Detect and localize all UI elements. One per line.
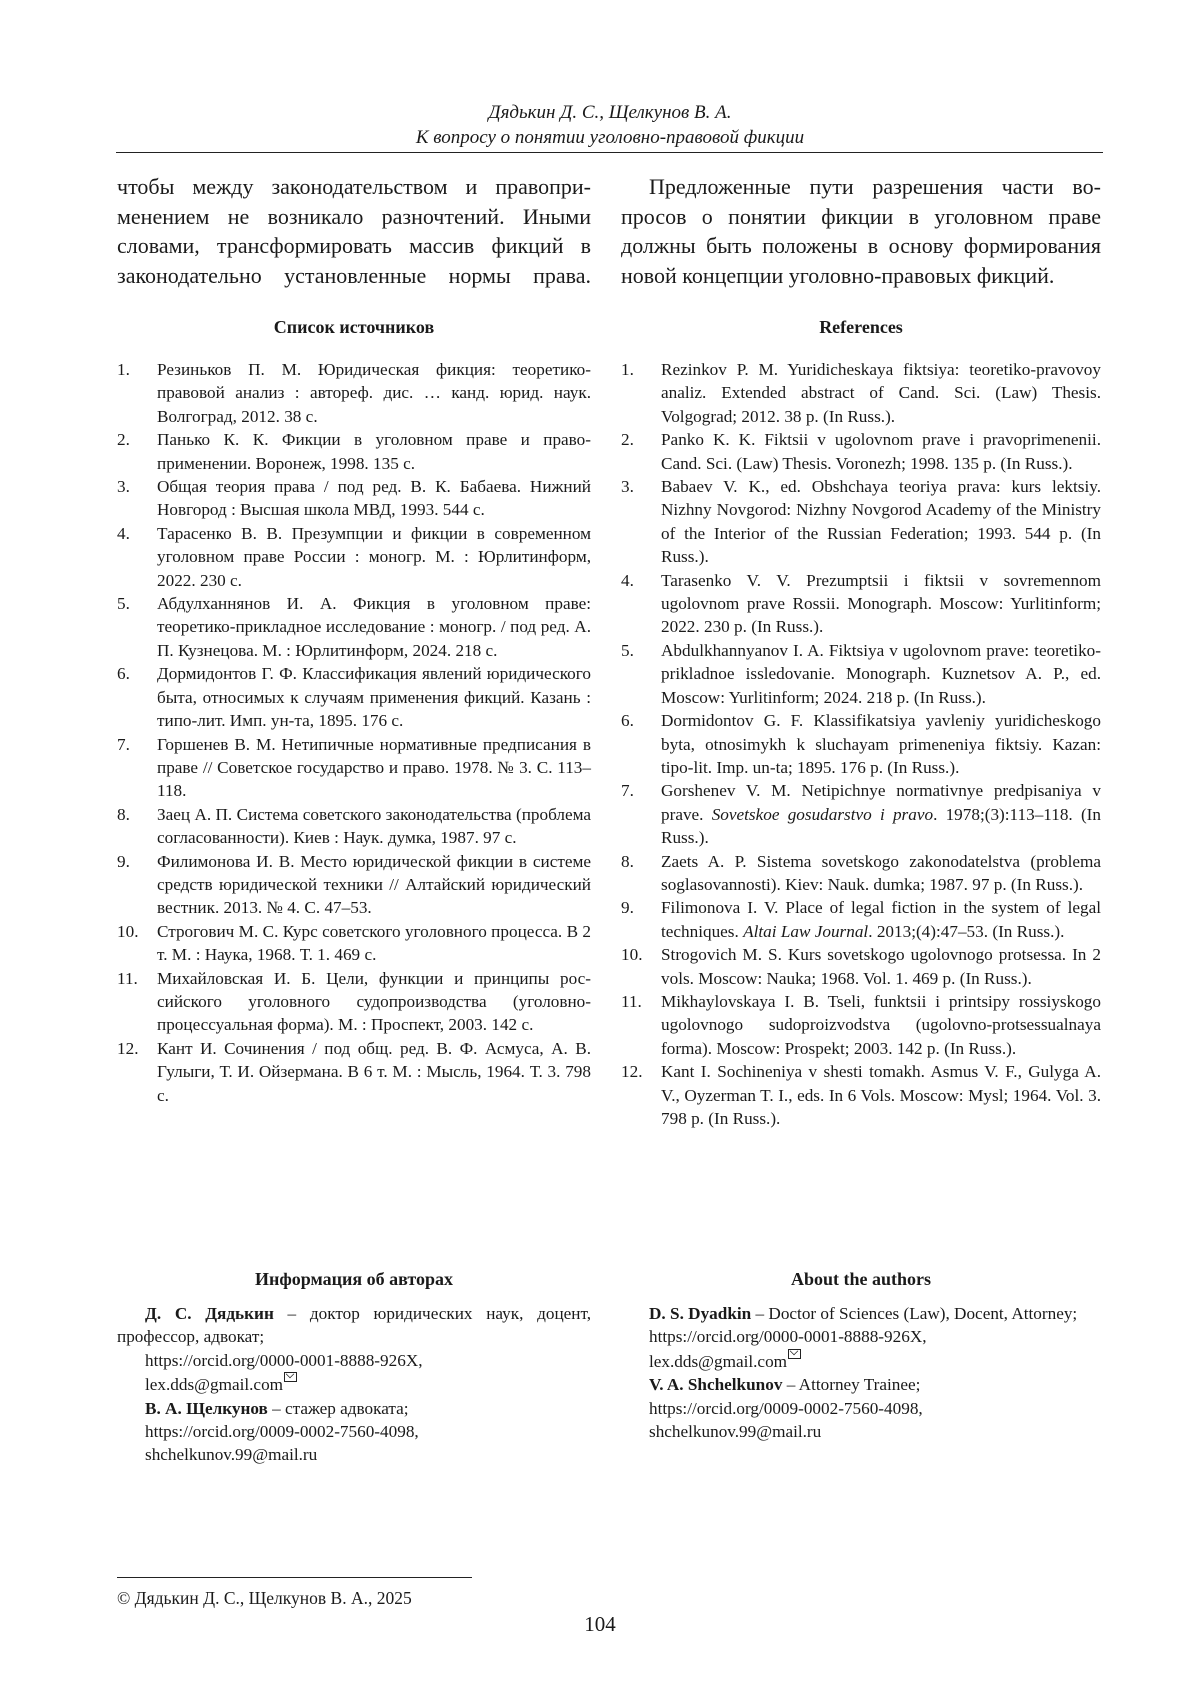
author-description: – доктор юридических наук, доцент, профессор, адвокат; <box>117 1304 591 1346</box>
references-heading: References <box>621 316 1101 338</box>
author-entry <box>117 1397 591 1420</box>
reference-text: Dormidontov G. F. Klassifikatsiya yavleniy yuridiches­kogo byta, otnosimykh k sluchayam primeneniya fiktsiy. Kazan: tipo-lit. Imp. un-ta; 1895. 176 p. (In Russ.). <box>661 711 1101 777</box>
copyright-notice: © Дядькин Д. С., Щелкунов В. А., 2025 <box>117 1587 412 1609</box>
authors-info-ru <box>117 1268 591 1467</box>
reference-text: Тарасенко В. В. Презумпции и фикции в совре­менном уголовном праве России : моногр. М. : Юрлитинформ, 2022. 230 с. <box>157 524 591 590</box>
reference-text: Abdulkhannyanov I. A. Fiktsiya v ugolovnom prave: teoretiko-prikladnoe issledovanie. Monograph. Kuz­netsov A. P., ed. Moscow: Yurlitinform; 2024. 218 p. (In Russ.). <box>661 641 1101 707</box>
reference-item <box>621 358 1101 428</box>
reference-text: Kant I. Sochineniya v shesti tomakh. Asmus V. F., Gulyga A. V., Oyzerman T. I., eds. In 6 Vols. Moscow: Mysl; 1964. Vol. 3. 798 p. (In Russ.). <box>661 1062 1101 1128</box>
reference-number: 8. <box>621 850 634 873</box>
reference-text: Tarasenko V. V. Prezumptsii i fiktsii v sovremen­nom ugolovnom prave Rossii. Monograph. Moscow: Yurlitinform; 2022. 230 p. (In Russ.). <box>661 571 1101 637</box>
reference-number: 9. <box>117 850 130 873</box>
reference-text: Михайловская И. Б. Цели, функции и принципы рос­сийского уголовного судопроизводства (уголовно-процессуальная форма). М. : Проспект, 2003. 142 с. <box>157 969 591 1035</box>
reference-number: 6. <box>621 709 634 732</box>
reference-text: Горшенев В. М. Нетипичные нормативные пред­писания в праве // Советское государство и право. 1978. № 3. С. 113–118. <box>157 735 591 801</box>
reference-item <box>117 428 591 475</box>
reference-text: Абдулханнянов И. А. Фикция в уголовном праве: теоретико-прикладное исследование : моногр. / под ред. А. П. Кузнецова. М. : Юрлитинформ, 2024. 218 с. <box>157 594 591 660</box>
reference-text: Zaets A. P. Sistema sovetskogo zakonodatelstva (problema soglasovannosti). Kiev: Nauk. dumka; 1987. 97 p. (In Russ.). <box>661 852 1101 894</box>
reference-text-tail: . 1978;(3):113–118. (In Russ.). <box>661 805 1101 847</box>
author-orcid[interactable]: https://orcid.org/0009-0002-7560-4098, <box>621 1397 1101 1420</box>
reference-item <box>621 569 1101 639</box>
reference-item <box>621 779 1101 849</box>
author-name: V. A. Shchelkunov <box>649 1375 782 1394</box>
reference-item <box>117 803 591 850</box>
reference-number: 9. <box>621 896 634 919</box>
reference-number: 4. <box>117 522 130 545</box>
author-orcid[interactable]: https://orcid.org/0000-0001-8888-926X, <box>621 1325 1101 1348</box>
reference-text: Панько К. К. Фикции в уголовном праве и право­применении. Воронеж, 1998. 135 с. <box>157 430 591 472</box>
reference-item <box>621 428 1101 475</box>
reference-item <box>117 733 591 803</box>
reference-text: Babaev V. K., ed. Obshchaya teoriya prava: kurs le­ktsiy. Nizhny Novgorod: Nizhny Novgorod Academy of the Ministry of the Interior of the Russian Federa­tion; 1993. 544 p. (In Russ.). <box>661 477 1101 566</box>
author-email[interactable]: lex.dds@gmail.com <box>145 1375 283 1394</box>
author-entry <box>621 1373 1101 1396</box>
body-paragraph-right: Предложенные пути разрешения части во­просов о понятии фикции в уголовном праве должны быть положены в основу формирования новой концепции уголовно-правовых фикций. <box>621 172 1101 290</box>
references-list <box>621 358 1101 1130</box>
reference-number: 1. <box>621 358 634 381</box>
running-head-title: К вопросу о понятии уголовно-правовой фикции <box>118 125 1102 150</box>
reference-number: 1. <box>117 358 130 381</box>
page-number: 104 <box>0 1612 1200 1636</box>
reference-item <box>117 967 591 1037</box>
reference-number: 10. <box>621 943 642 966</box>
reference-item <box>117 592 591 662</box>
sources-list <box>117 358 591 1107</box>
authors-heading-en: About the authors <box>621 1268 1101 1290</box>
body-paragraph-left: чтобы между законодательством и правопри­менением не возникало разночтений. Иными словами, трансформировать массив фикций в законодательно установленные нормы права. <box>117 172 591 290</box>
reference-number: 2. <box>117 428 130 451</box>
reference-text: Кант И. Сочинения / под общ. ред. В. Ф. Асмуса, А. В. Гулыги, Т. И. Ойзермана. В 6 т. М. : Мысль, 1964. Т. 3. 798 с. <box>157 1039 591 1105</box>
author-description: – стажер адвоката; <box>268 1399 409 1418</box>
reference-text: Filimonova I. V. Place of legal fiction in the system of legal techniques. <box>661 898 1101 940</box>
envelope-icon <box>284 1372 297 1382</box>
reference-number: 3. <box>621 475 634 498</box>
author-orcid[interactable]: https://orcid.org/0009-0002-7560-4098, <box>117 1420 591 1443</box>
reference-number: 5. <box>621 639 634 662</box>
author-entry <box>117 1302 591 1349</box>
reference-number: 12. <box>621 1060 642 1083</box>
reference-item <box>621 850 1101 897</box>
header-divider <box>116 152 1103 153</box>
reference-number: 10. <box>117 920 138 943</box>
author-description: – Doctor of Sciences (Law), Docent, Attorney; <box>751 1304 1077 1323</box>
author-email[interactable]: lex.dds@gmail.com <box>649 1352 787 1371</box>
reference-item <box>621 709 1101 779</box>
reference-item <box>117 358 591 428</box>
journal-title: Sovetskoe gosudarstvo i pravo <box>712 805 933 824</box>
reference-item <box>621 475 1101 569</box>
reference-item <box>621 639 1101 709</box>
authors-info-en <box>621 1268 1101 1443</box>
reference-item <box>621 990 1101 1060</box>
author-email-line <box>117 1372 591 1396</box>
running-head <box>118 100 1102 150</box>
reference-item <box>117 662 591 732</box>
reference-number: 3. <box>117 475 130 498</box>
author-name: В. А. Щелкунов <box>145 1399 268 1418</box>
author-email-line <box>621 1349 1101 1373</box>
reference-text: Общая теория права / под ред. В. К. Бабаева. Ниж­ний Новгород : Высшая школа МВД, 1993. 544 с. <box>157 477 591 519</box>
reference-text: Rezinkov P. M. Yuridicheskaya fiktsiya: teoretiko-pravovoy analiz. Extended abstract of Cand. Sci. (Law) Thesis. Volgograd; 2012. 38 p. (In Russ.). <box>661 360 1101 426</box>
reference-item <box>117 920 591 967</box>
reference-number: 5. <box>117 592 130 615</box>
right-column <box>621 172 1101 1130</box>
reference-number: 11. <box>621 990 642 1013</box>
reference-number: 11. <box>117 967 138 990</box>
author-email[interactable]: shchelkunov.99@mail.ru <box>117 1443 591 1466</box>
reference-number: 4. <box>621 569 634 592</box>
reference-number: 12. <box>117 1037 138 1060</box>
reference-number: 2. <box>621 428 634 451</box>
reference-item <box>117 850 591 920</box>
reference-text: Panko K. K. Fiktsii v ugolovnom prave i pravoprime­nenii. Cand. Sci. (Law) Thesis. Voronezh; 1998. 135 p. (In Russ.). <box>661 430 1101 472</box>
reference-number: 7. <box>621 779 634 802</box>
reference-item <box>621 896 1101 943</box>
envelope-icon <box>788 1349 801 1359</box>
reference-item <box>621 1060 1101 1130</box>
authors-heading-ru: Информация об авторах <box>117 1268 591 1290</box>
reference-number: 7. <box>117 733 130 756</box>
reference-item <box>621 943 1101 990</box>
author-entry <box>621 1302 1101 1325</box>
running-head-authors: Дядькин Д. С., Щелкунов В. А. <box>118 100 1102 125</box>
reference-text: Gorshenev V. M. Netipichnye normativnye pred­pisaniya v prave. <box>661 781 1101 823</box>
reference-text: Strogovich M. S. Kurs sovetskogo ugolovnogo protses­sa. In 2 vols. Moscow: Nauka; 1968. Vol. 1. 469 p. (In Russ.). <box>661 945 1101 987</box>
reference-number: 6. <box>117 662 130 685</box>
author-name: Д. С. Дядькин <box>145 1304 274 1323</box>
sources-heading: Список источников <box>117 316 591 338</box>
reference-text-tail: . 2013;(4):47–53. (In Russ.). <box>868 922 1064 941</box>
reference-text: Заец А. П. Система советского законодательства (проблема согласованности). Киев : Наук. думка, 1987. 97 с. <box>157 805 591 847</box>
author-orcid[interactable]: https://orcid.org/0000-0001-8888-926X, <box>117 1349 591 1372</box>
reference-text: Резиньков П. М. Юридическая фикция: теоретико-правовой анализ : автореф. дис. … канд. юрид. наук. Волгоград, 2012. 38 с. <box>157 360 591 426</box>
reference-item <box>117 475 591 522</box>
author-description: – Attorney Trainee; <box>782 1375 920 1394</box>
left-column <box>117 172 591 1107</box>
author-name: D. S. Dyadkin <box>649 1304 751 1323</box>
journal-title: Altai Law Journal <box>743 922 868 941</box>
reference-text: Строгович М. С. Курс советского уголовного про­цесса. В 2 т. М. : Наука, 1968. Т. 1. 469 с. <box>157 922 591 964</box>
reference-number: 8. <box>117 803 130 826</box>
reference-text: Дормидонтов Г. Ф. Классификация явлений юри­дического быта, относимых к случаям применения фикций. Казань : типо-лит. Имп. ун-та, 1895. 176 с. <box>157 664 591 730</box>
reference-item <box>117 522 591 592</box>
reference-text: Филимонова И. В. Место юридической фикции в системе средств юридической техники // Алтай­ский юридический вестник. 2013. № 4. С. 47–53. <box>157 852 591 918</box>
author-email[interactable]: shchelkunov.99@mail.ru <box>621 1420 1101 1443</box>
reference-text: Mikhaylovskaya I. B. Tseli, funktsii i printsipy ros­siyskogo ugolovnogo sudoproizvodstva (ugolovno-protsessualnaya forma). Moscow: Prospekt; 2003. 142 p. (In Russ.). <box>661 992 1101 1058</box>
footnote-divider <box>117 1577 472 1578</box>
reference-item <box>117 1037 591 1107</box>
